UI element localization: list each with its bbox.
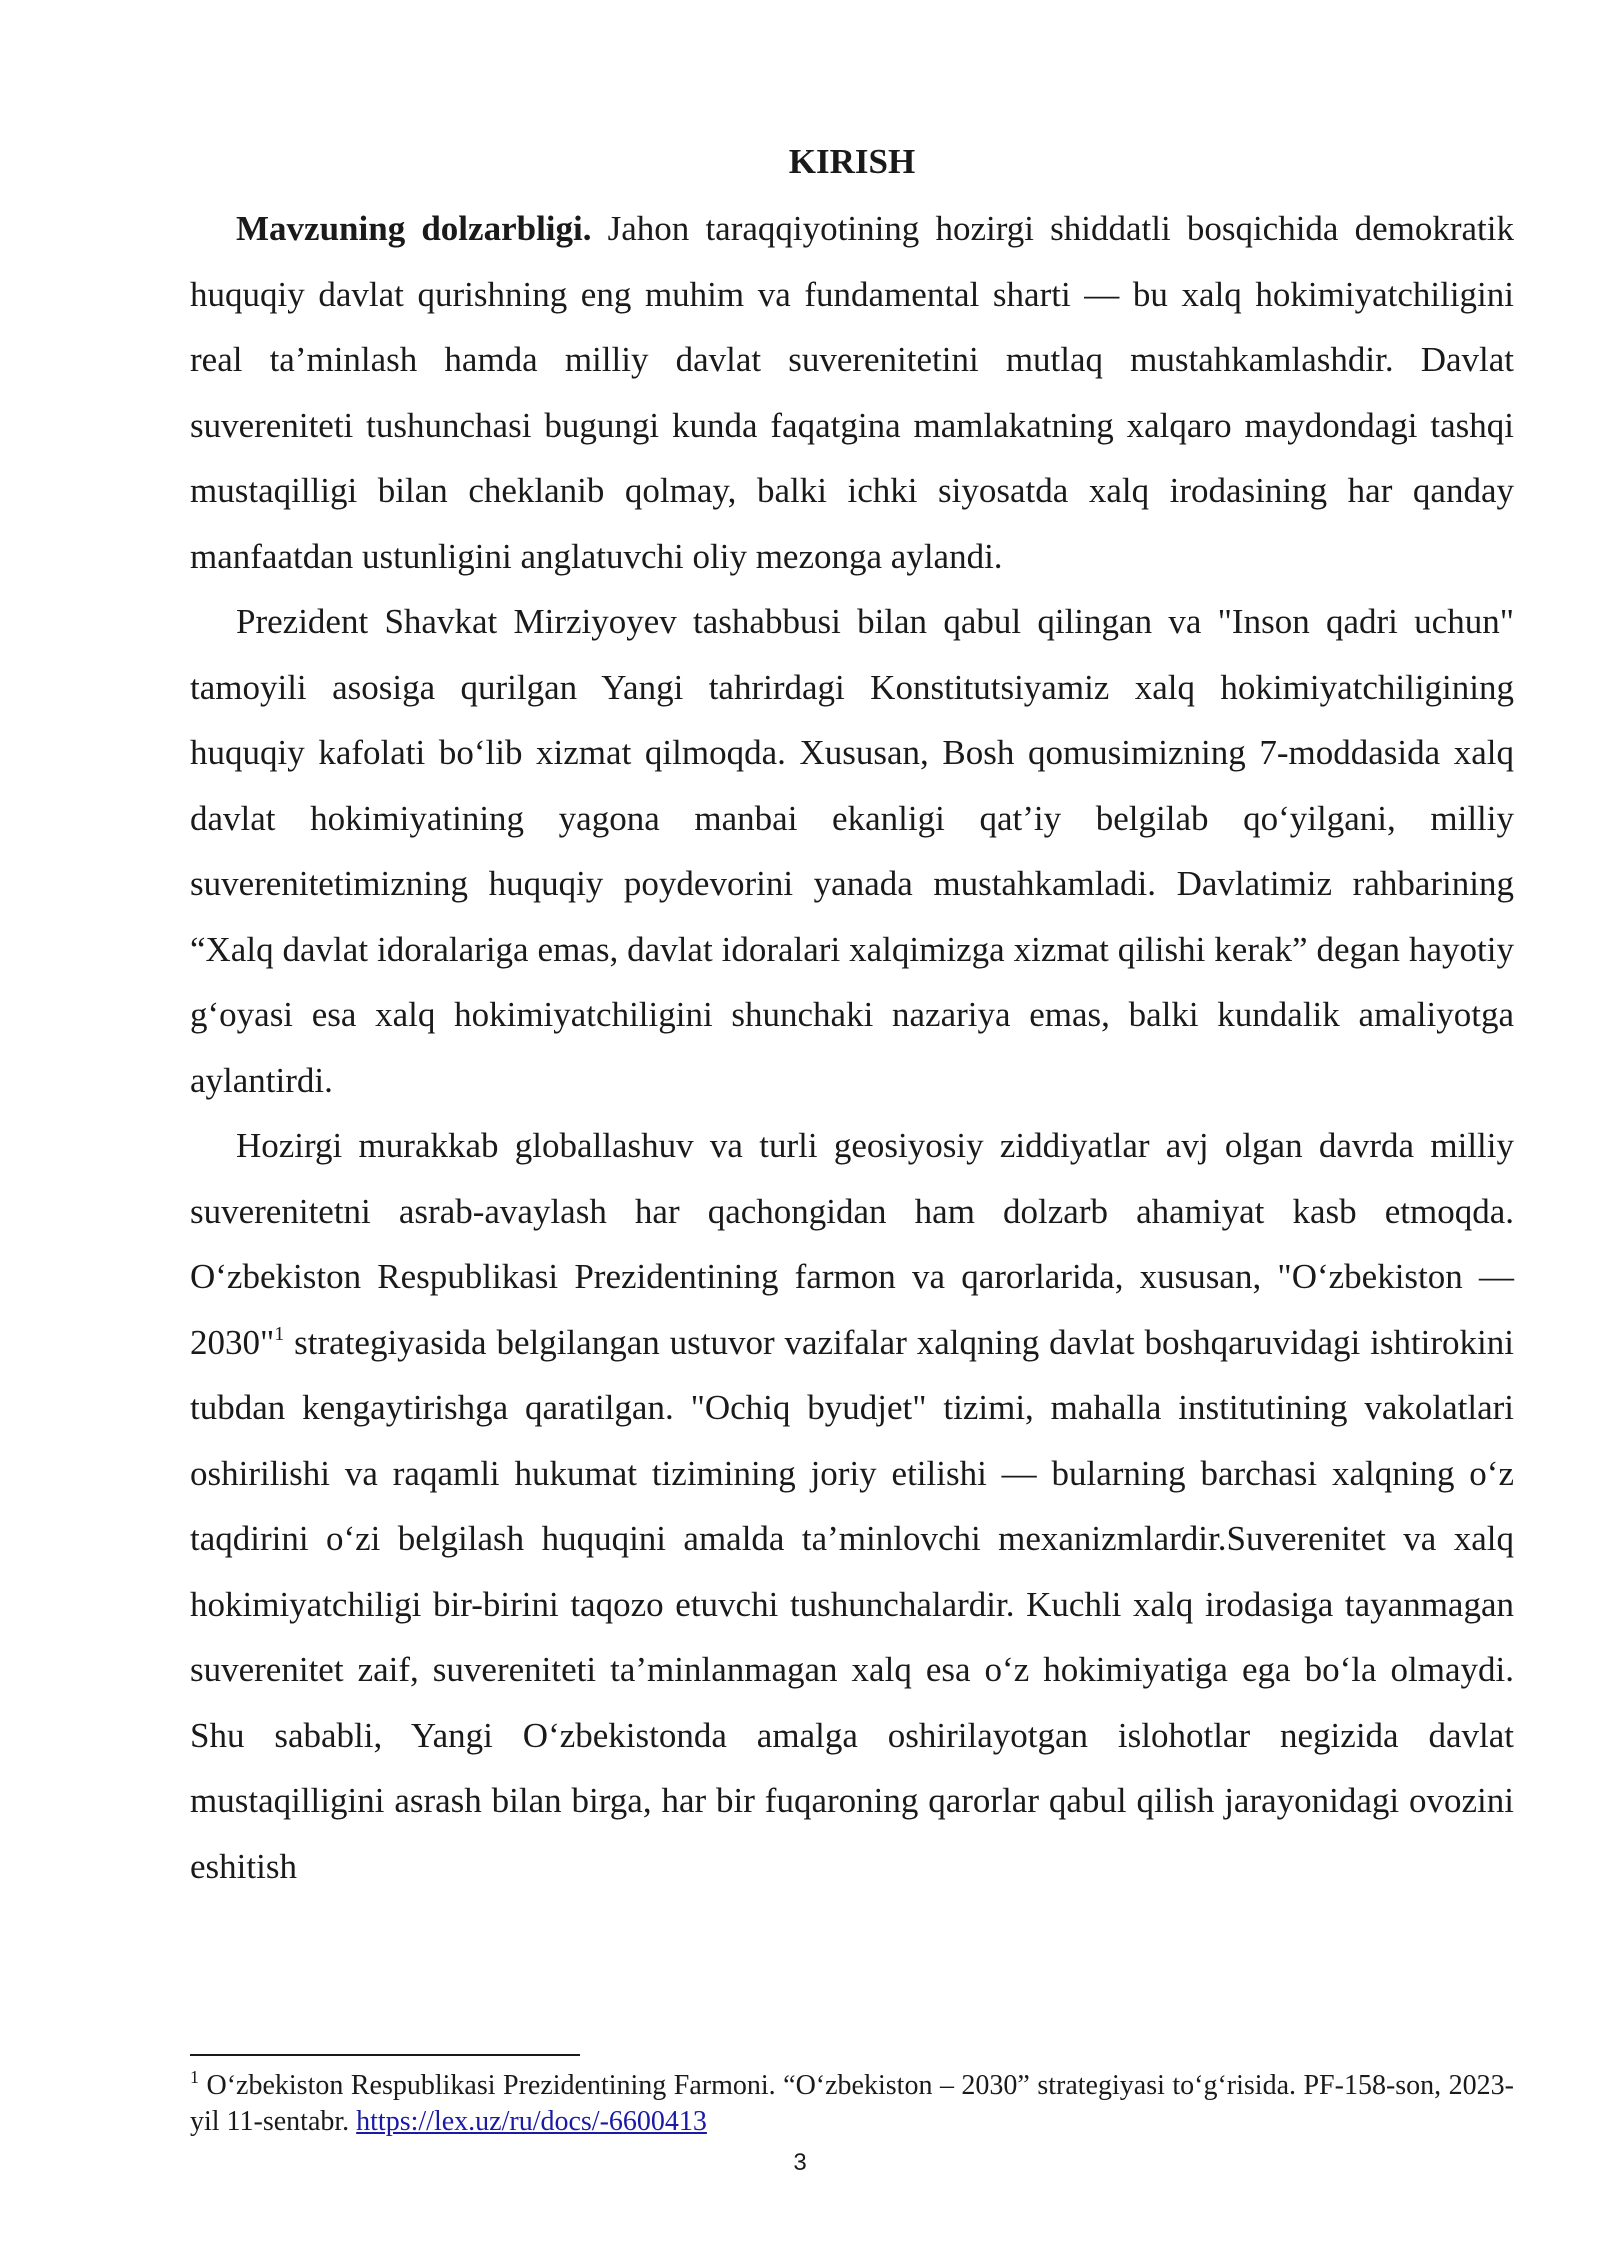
paragraph-relevance	[190, 196, 1514, 589]
paragraph-text: strategiyasida belgilangan ustuvor vazifalar xalqning davlat boshqaruvidagi ishtirokini tubdan kengaytirishga qaratilgan. "Ochiq byudjet" tizimi, mahalla institutining vakolatlari oshirilishi va raqamli hukumat tizimining joriy etilishi — bularning barchasi xalqning oʻz taqdirini oʻzi belgilash huquqini amalda ta’minlovchi mexanizmlardir.Suverenitet va xalq hokimiyatchiligi bir-birini taqozo etuvchi tushunchalardir. Kuchli xalq irodasiga tayanmagan suverenitet zaif, suvereniteti ta’minlanmagan xalq esa oʻz hokimiyatiga ega boʻla olmaydi. Shu sababli, Yangi Oʻzbekistonda amalga oshirilayotgan islohotlar negizida davlat mustaqilligini asrash bilan birga, har bir fuqaroning qarorlar qabul qilish jarayonidagi ovozini eshitish	[190, 1322, 1514, 1886]
footnote-separator	[190, 2054, 580, 2056]
footnote-number: 1	[190, 2067, 199, 2087]
paragraph-constitution: Prezident Shavkat Mirziyoyev tashabbusi bilan qabul qilingan va "Inson qadri uchun" tamoyili asosiga qurilgan Yangi tahrirdagi Konstitutsiyamiz xalq hokimiyatchiligining huquqiy kafolati boʻlib xizmat qilmoqda. Xususan, Bosh qomusimizning 7-moddasida xalq davlat hokimiyatining yagona manbai ekanligi qat’iy belgilab qoʻyilgani, milliy suverenitetimizning huquqiy poydevorini yanada mustahkamladi. Davlatimiz rahbarining “Xalq davlat idoralariga emas, davlat idoralari xalqimizga xizmat qilishi kerak” degan hayotiy gʻoyasi esa xalq hokimiyatchiligini shunchaki nazariya emas, balki kundalik amaliyotga aylantirdi.	[190, 602, 1514, 1100]
body-text	[190, 196, 1514, 1899]
footnote	[190, 2068, 1514, 2140]
paragraph-lead: Mavzuning dolzarbligi.	[236, 209, 592, 248]
paragraph-sovereignty	[190, 1113, 1514, 1899]
section-heading: KIRISH	[788, 142, 916, 181]
paragraph-text: Jahon taraqqiyotining hozirgi shiddatli bosqichida demokratik huquqiy davlat qurishning eng muhim va fundamental sharti — bu xalq hokimiyatchiligini real ta’minlash hamda milliy davlat suverenitetini mutlaq mustahkamlashdir. Davlat suvereniteti tushunchasi bugungi kunda faqatgina mamlakatning xalqaro maydondagi tashqi mustaqilligi bilan cheklanib qolmay, balki ichki siyosatda xalq irodasining har qanday manfaatdan ustunligini anglatuvchi oliy mezonga aylandi.	[190, 209, 1515, 576]
paragraph-text: Hozirgi murakkab globallashuv va turli geosiyosiy ziddiyatlar avj olgan davrda milliy suverenitetni asrab-avaylash har qachongidan ham dolzarb ahamiyat kasb etmoqda. Oʻzbekiston Respublikasi Prezidentining farmon va qarorlarida, xususan, "Oʻzbekiston — 2030"	[190, 1126, 1514, 1362]
footnote-reference[interactable]: 1	[274, 1322, 285, 1345]
page-number: 3	[793, 2149, 807, 2176]
footnote-text: Oʻzbekiston Respublikasi Prezidentining Farmoni. “Oʻzbekiston – 2030” strategiyasi toʻgʻrisida. PF-158-son, 2023-yil 11-sentabr.	[190, 2070, 1514, 2137]
footnote-link[interactable]: https://lex.uz/ru/docs/-6600413	[356, 2106, 707, 2137]
